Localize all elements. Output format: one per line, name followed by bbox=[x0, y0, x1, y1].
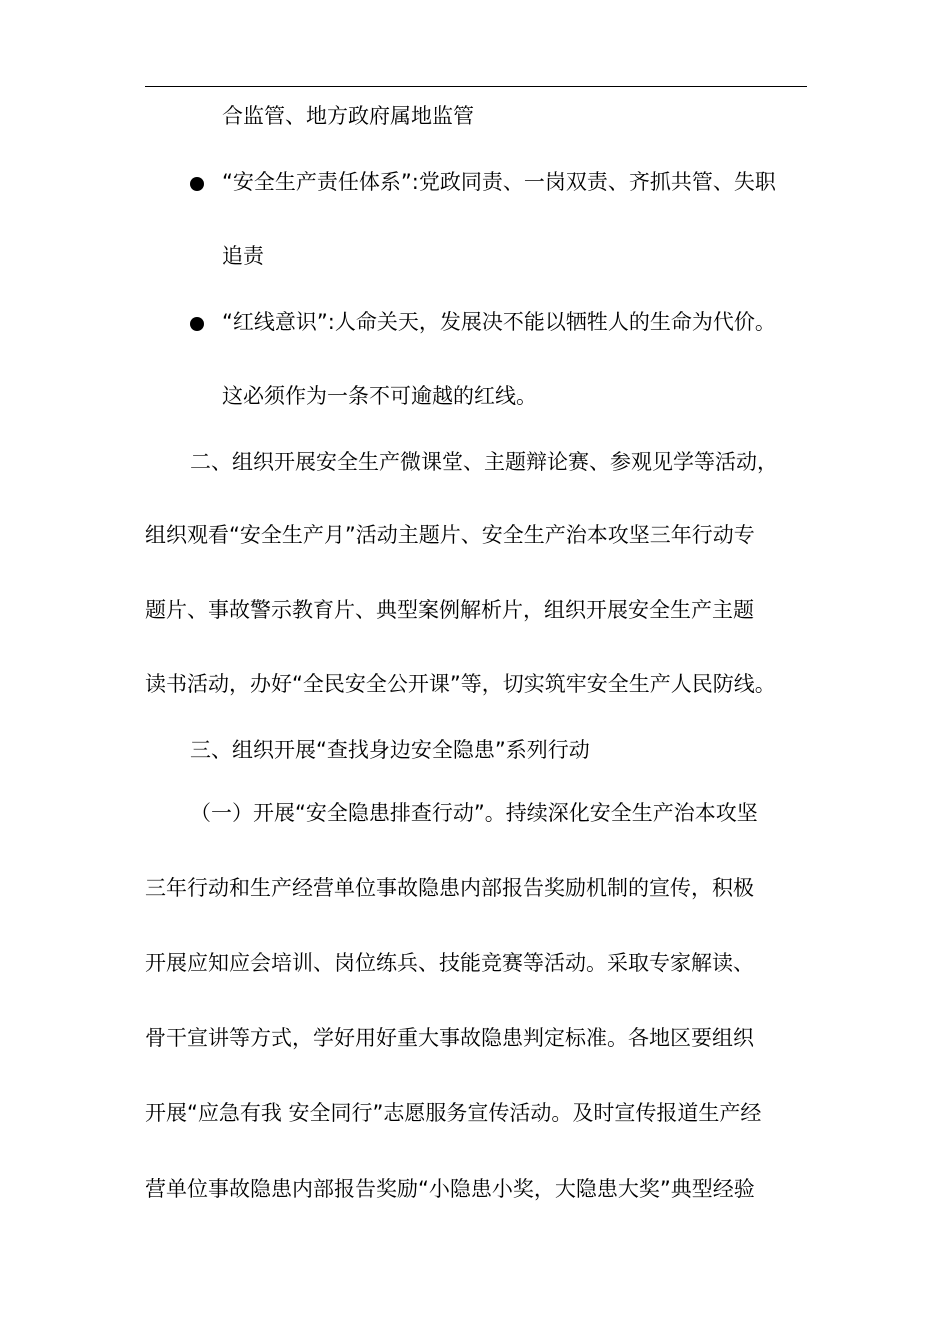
paragraph-line: 营单位事故隐患内部报告奖励“小隐患小奖，大隐患大奖”典型经验 bbox=[145, 1177, 755, 1201]
paragraph-line: （一）开展“安全隐患排查行动”。持续深化安全生产治本攻坚 bbox=[190, 801, 758, 825]
paragraph-line: 题片、事故警示教育片、典型案例解析片，组织开展安全生产主题 bbox=[145, 598, 754, 622]
bullet-icon bbox=[190, 317, 204, 331]
bullet-item-line: “红线意识”:人命关天，发展决不能以牺牲人的生命为代价。 bbox=[222, 310, 776, 334]
text-line: 合监管、地方政府属地监管 bbox=[222, 104, 474, 128]
bullet-item-line: 这必须作为一条不可逾越的红线。 bbox=[222, 384, 537, 408]
paragraph-line: 读书活动，办好“全民安全公开课”等，切实筑牢安全生产人民防线。 bbox=[145, 672, 776, 696]
bullet-item-line: “安全生产责任体系”:党政同责、一岗双责、齐抓共管、失职 bbox=[222, 170, 776, 194]
bullet-item-line: 追责 bbox=[222, 244, 264, 268]
paragraph-line: 开展“应急有我 安全同行”志愿服务宣传活动。及时宣传报道生产经 bbox=[145, 1101, 762, 1125]
paragraph-line: 二、组织开展安全生产微课堂、主题辩论赛、参观见学等活动， bbox=[190, 450, 778, 474]
bullet-icon bbox=[190, 177, 204, 191]
paragraph-line: 三年行动和生产经营单位事故隐患内部报告奖励机制的宣传，积极 bbox=[145, 876, 754, 900]
paragraph-line: 开展应知应会培训、岗位练兵、技能竞赛等活动。采取专家解读、 bbox=[145, 951, 754, 975]
paragraph-line: 组织观看“安全生产月”活动主题片、安全生产治本攻坚三年行动专 bbox=[145, 523, 755, 547]
paragraph-line: 骨干宣讲等方式，学好用好重大事故隐患判定标准。各地区要组织 bbox=[145, 1026, 754, 1050]
header-rule bbox=[145, 86, 807, 87]
section-heading: 三、组织开展“查找身边安全隐患”系列行动 bbox=[190, 738, 590, 762]
